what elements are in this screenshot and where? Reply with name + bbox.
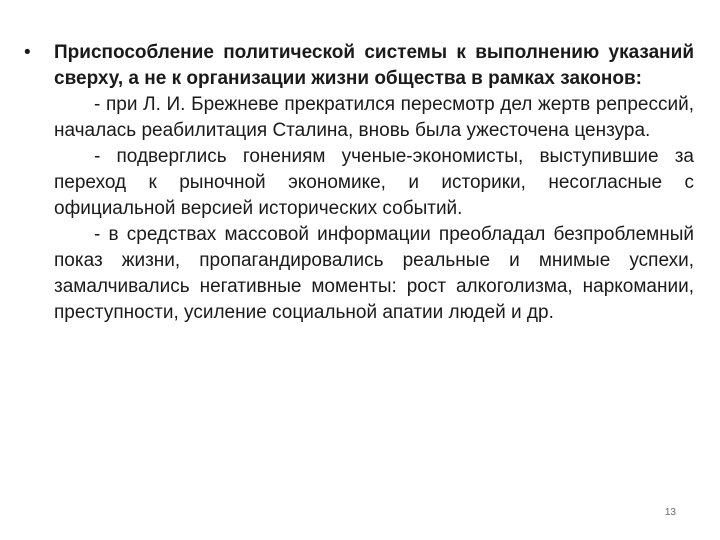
paragraph-censorship: - при Л. И. Брежневе прекратился пересмотр дел жертв репрессий, началась реабилитация Сталина, вновь была ужесточена цензура.	[54, 94, 694, 141]
bullet-heading: Приспособление политической системы к выполнению указаний сверху, а не к организации жизни общества в рамках законов:	[54, 42, 694, 89]
bullet-item	[24, 40, 696, 326]
paragraph-media: - в средствах массовой информации преобладал безпроблемный показ жизни, пропагандировались реальные и мнимые успехи, замалчивались негативные моменты: рост алкоголизма, наркомании, преступности, усиление социальной апатии людей и др.	[54, 224, 694, 323]
paragraph-persecution: - подверглись гонениям ученые-экономисты, выступившие за переход к рыночной экономике, и историки, несогласные с официальной версией исторических событий.	[54, 146, 694, 219]
bullet-marker: •	[24, 42, 31, 63]
page-number: 13	[664, 507, 676, 518]
bullet-content	[54, 40, 694, 326]
